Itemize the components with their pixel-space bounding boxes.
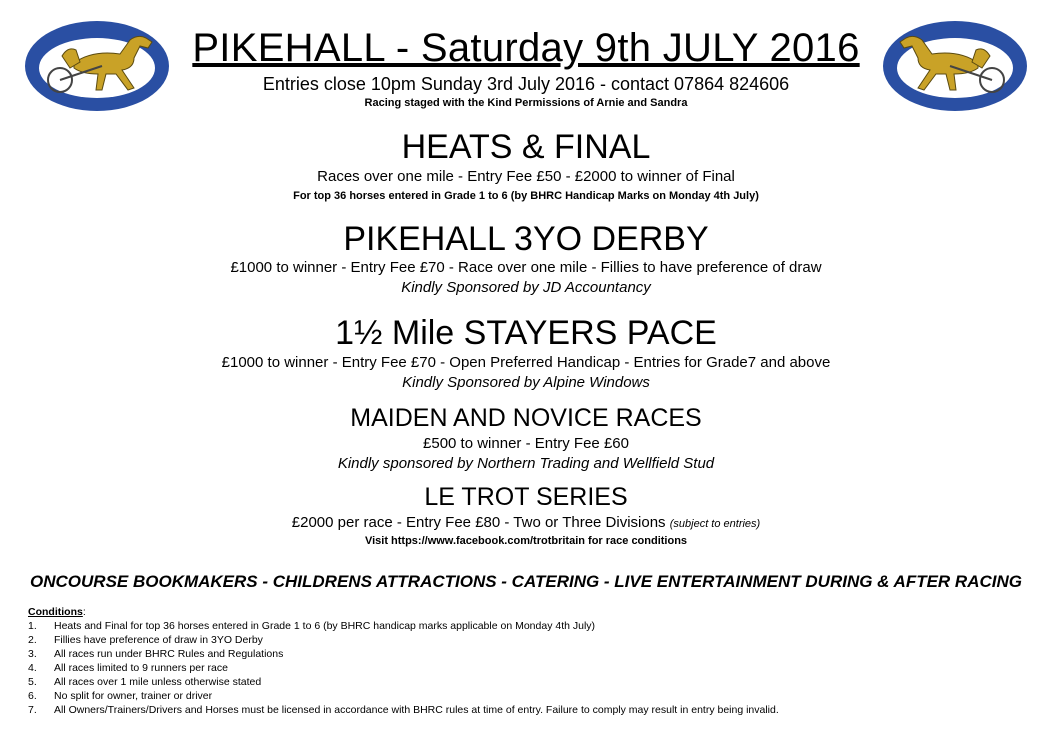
maiden-sponsor: Kindly sponsored by Northern Trading and Wellfield Stud [337, 455, 715, 472]
condition-item: 3. All races run under BHRC Rules and Regulations [28, 648, 284, 660]
stayers-details: £1000 to winner - Entry Fee £70 - Open Preferred Handicap - Entries for Grade7 and above [221, 354, 831, 371]
letrot-details [0, 514, 1052, 531]
heats-final-details: Races over one mile - Entry Fee £50 - £2000 to winner of Final [317, 168, 735, 185]
derby-details: £1000 to winner - Entry Fee £70 - Race over one mile - Fillies to have preference of draw [230, 259, 822, 276]
maiden-heading: MAIDEN AND NOVICE RACES [350, 404, 702, 432]
letrot-visit-link[interactable]: Visit https://www.facebook.com/trotbritain for race conditions [364, 535, 688, 547]
condition-item: 6. No split for owner, trainer or driver [28, 690, 213, 702]
letrot-subject-note: (subject to entries) [669, 518, 761, 530]
conditions-heading: Conditions [28, 606, 83, 618]
letrot-heading: LE TROT SERIES [424, 483, 628, 511]
derby-heading: PIKEHALL 3YO DERBY [343, 220, 709, 258]
heats-final-heading: HEATS & FINAL [401, 128, 651, 166]
derby-sponsor: Kindly Sponsored by JD Accountancy [401, 279, 651, 296]
heats-final-eligibility: For top 36 horses entered in Grade 1 to 6 (by BHRC Handicap Marks on Monday 4th July) [293, 190, 759, 202]
condition-item: 2. Fillies have preference of draw in 3YO Derby [28, 634, 263, 646]
stayers-heading: 1½ Mile STAYERS PACE [335, 314, 717, 352]
conditions-list [28, 619, 779, 717]
attractions-banner: ONCOURSE BOOKMAKERS - CHILDRENS ATTRACTIONS - CATERING - LIVE ENTERTAINMENT DURING & AFTER RACING [30, 572, 1022, 591]
condition-item: 5. All races over 1 mile unless otherwise stated [28, 676, 262, 688]
condition-item: 7. All Owners/Trainers/Drivers and Horses must be licensed in accordance with BHRC rules at time of entry. Failure to comply may result in entry being invalid. [28, 704, 779, 716]
letrot-details-text: £2000 per race - Entry Fee £80 - Two or Three Divisions [291, 514, 666, 531]
maiden-details: £500 to winner - Entry Fee £60 [423, 435, 629, 452]
racing-permission-note: Racing staged with the Kind Permissions of Arnie and Sandra [364, 97, 688, 109]
condition-item: 1. Heats and Final for top 36 horses entered in Grade 1 to 6 (by BHRC handicap marks applicable on Monday 4th July) [28, 620, 596, 632]
page-title: PIKEHALL - Saturday 9th JULY 2016 [192, 26, 860, 70]
stayers-sponsor: Kindly Sponsored by Alpine Windows [402, 374, 650, 391]
condition-item: 4. All races limited to 9 runners per race [28, 662, 228, 674]
entries-close-text: Entries close 10pm Sunday 3rd July 2016 - contact 07864 824606 [262, 74, 790, 94]
conditions-block: Conditions: 1. Heats and Final for top 36 horses entered in Grade 1 to 6 (by BHRC handicap marks applicable on Monday 4th July) 2. Fillies have preference of draw in 3YO Derby 3. All races run under BHRC Rules and Regulations 4. All races limited to 9 runners per race 5. All races over 1 mile unless otherwise stated 6. No split for owner, trainer or driver 7. All Owners/Trainers/Drivers and Horses must be licensed in accordance with BHRC rules at time of entry. Failure to comply may result in entry being invalid. [28, 606, 779, 716]
